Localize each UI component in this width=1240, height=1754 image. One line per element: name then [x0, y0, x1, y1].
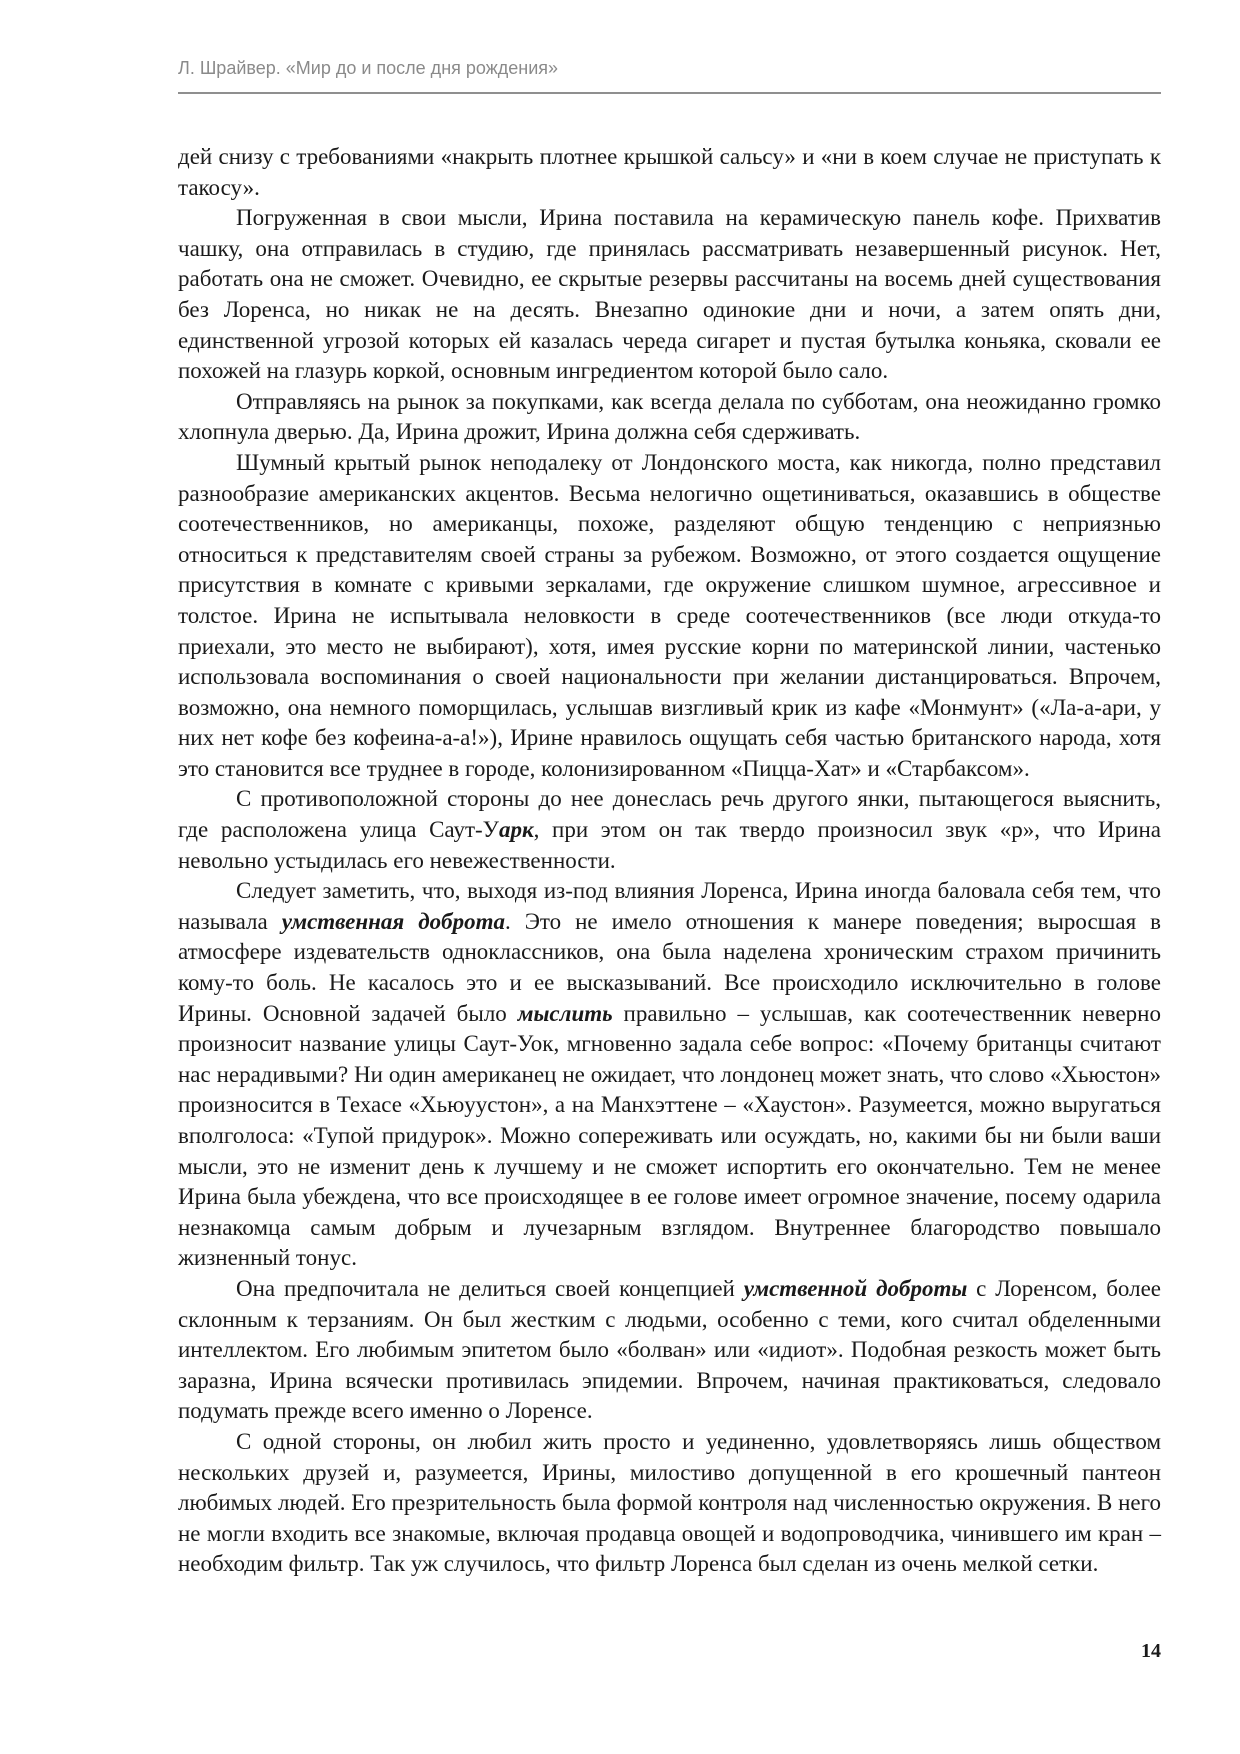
paragraph-8: С одной стороны, он любил жить просто и уединенно, удовлетворяясь лишь обществом нескольких друзей и, разумеется, Ирины, милостиво допущенной в его крошечный пантеон любимых людей. Его презрительность была формой контроля над численностью окружения. В него не могли входить все знакомые, включая продавца овощей и водопроводчика, чинившего им кран – необходим фильтр. Так уж случилось, что фильтр Лоренса был сделан из очень мелкой сетки.: [178, 1428, 1161, 1577]
paragraph-1: дей снизу с требованиями «накрыть плотнее крышкой сальсу» и «ни в коем случае не приступать к такосу».: [178, 144, 1161, 200]
header-title: Л. Шрайвер. «Мир до и после дня рождения»: [178, 58, 559, 78]
paragraph-6: Следует заметить, что, выходя из-под влияния Лоренса, Ирина иногда баловала себя тем, что называла умственная доброта. Это не имело отношения к манере поведения; выросшая в атмосфере издевательств одноклассников, она была наделена хроническим страхом причинить кому-то боль. Не касалось это и ее высказываний. Все происходило исключительно в голове Ирины. Основной задачей было мыслить правильно – услышав, как соотечественник неверно произносит название улицы Саут-Уок, мгновенно задала себе вопрос: «Почему британцы считают нас нерадивыми? Ни один американец не ожидает, что лондонец может знать, что слово «Хьюстон» произносится в Техасе «Хьюуустон», а на Манхэттене – «Хаустон». Разумеется, можно выругаться вполголоса: «Тупой придурок». Можно сопереживать или осуждать, но, какими бы ни были ваши мысли, это не изменит день к лучшему и не сможет испортить его окончательно. Тем не менее Ирина была убеждена, что все происходящее в ее голове имеет огромное значение, посему одарила незнакомца самым добрым и лучезарным взглядом. Внутреннее благородство повышало жизненный тонус.: [178, 878, 1161, 1271]
paragraph-3: Отправляясь на рынок за покупками, как всегда делала по субботам, она неожиданно громко хлопнула дверью. Да, Ирина дрожит, Ирина должна себя сдерживать.: [178, 388, 1161, 445]
body-text: [178, 142, 1161, 1580]
paragraph-4: Шумный крытый рынок неподалеку от Лондонского моста, как никогда, полно представил разнообразие американских акцентов. Весьма нелогично ощетиниваться, оказавшись в обществе соотечественников, но американцы, похоже, разделяют общую тенденцию с неприязнью относиться к представителям своей страны за рубежом. Возможно, от этого создается ощущение присутствия в комнате с кривыми зеркалами, где окружение слишком шумное, агрессивное и толстое. Ирина не испытывала неловкости в среде соотечественников (все люди откуда-то приехали, это место не выбирают), хотя, имея русские корни по материнской линии, частенько использовала воспоминания о своей национальности при желании дистанцироваться. Впрочем, возможно, она немного поморщилась, услышав визгливый крик из кафе «Монмунт» («Ла-а-ари, у них нет кофе без кофеина-а-а!»), Ирине нравилось ощущать себя частью британского народа, хотя это становится все труднее в городе, колонизированном «Пицца-Хат» и «Старбаксом».: [178, 449, 1161, 781]
paragraph-2: Погруженная в свои мысли, Ирина поставила на керамическую панель кофе. Прихватив чашку, она отправилась в студию, где принялась рассматривать незавершенный рисунок. Нет, работать она не сможет. Очевидно, ее скрытые резервы рассчитаны на восемь дней существования без Лоренса, но никак не на десять. Внезапно одинокие дни и ночи, а затем опять дни, единственной угрозой которых ей казалась череда сигарет и пустая бутылка коньяка, сковали ее похожей на глазурь коркой, основным ингредиентом которой было сало.: [178, 205, 1161, 384]
running-header: [178, 54, 1161, 94]
paragraph-5: С противоположной стороны до нее донеслась речь другого янки, пытающегося выяснить, где расположена улица Саут-Уарк, при этом он так твердо произносил звук «р», что Ирина невольно устыдилась его невежественности.: [178, 786, 1161, 873]
emphasis-mental-kindness: умственная доброта: [281, 908, 506, 934]
emphasis-mental-kindness-2: умственной доброты: [743, 1275, 968, 1301]
page-number: 14: [1141, 1640, 1161, 1662]
emphasis-think: мыслить: [517, 1000, 613, 1026]
paragraph-7: Она предпочитала не делиться своей концепцией умственной доброты с Лоренсом, более склонным к терзаниям. Он был жестким с людьми, особенно с теми, кого считал обделенными интеллектом. Его любимым эпитетом было «болван» или «идиот». Подобная резкость может быть заразна, Ирина всячески противилась эпидемии. Впрочем, начиная практиковаться, следовало подумать прежде всего именно о Лоренсе.: [178, 1275, 1162, 1424]
emphasis-ark: арк: [498, 817, 534, 843]
